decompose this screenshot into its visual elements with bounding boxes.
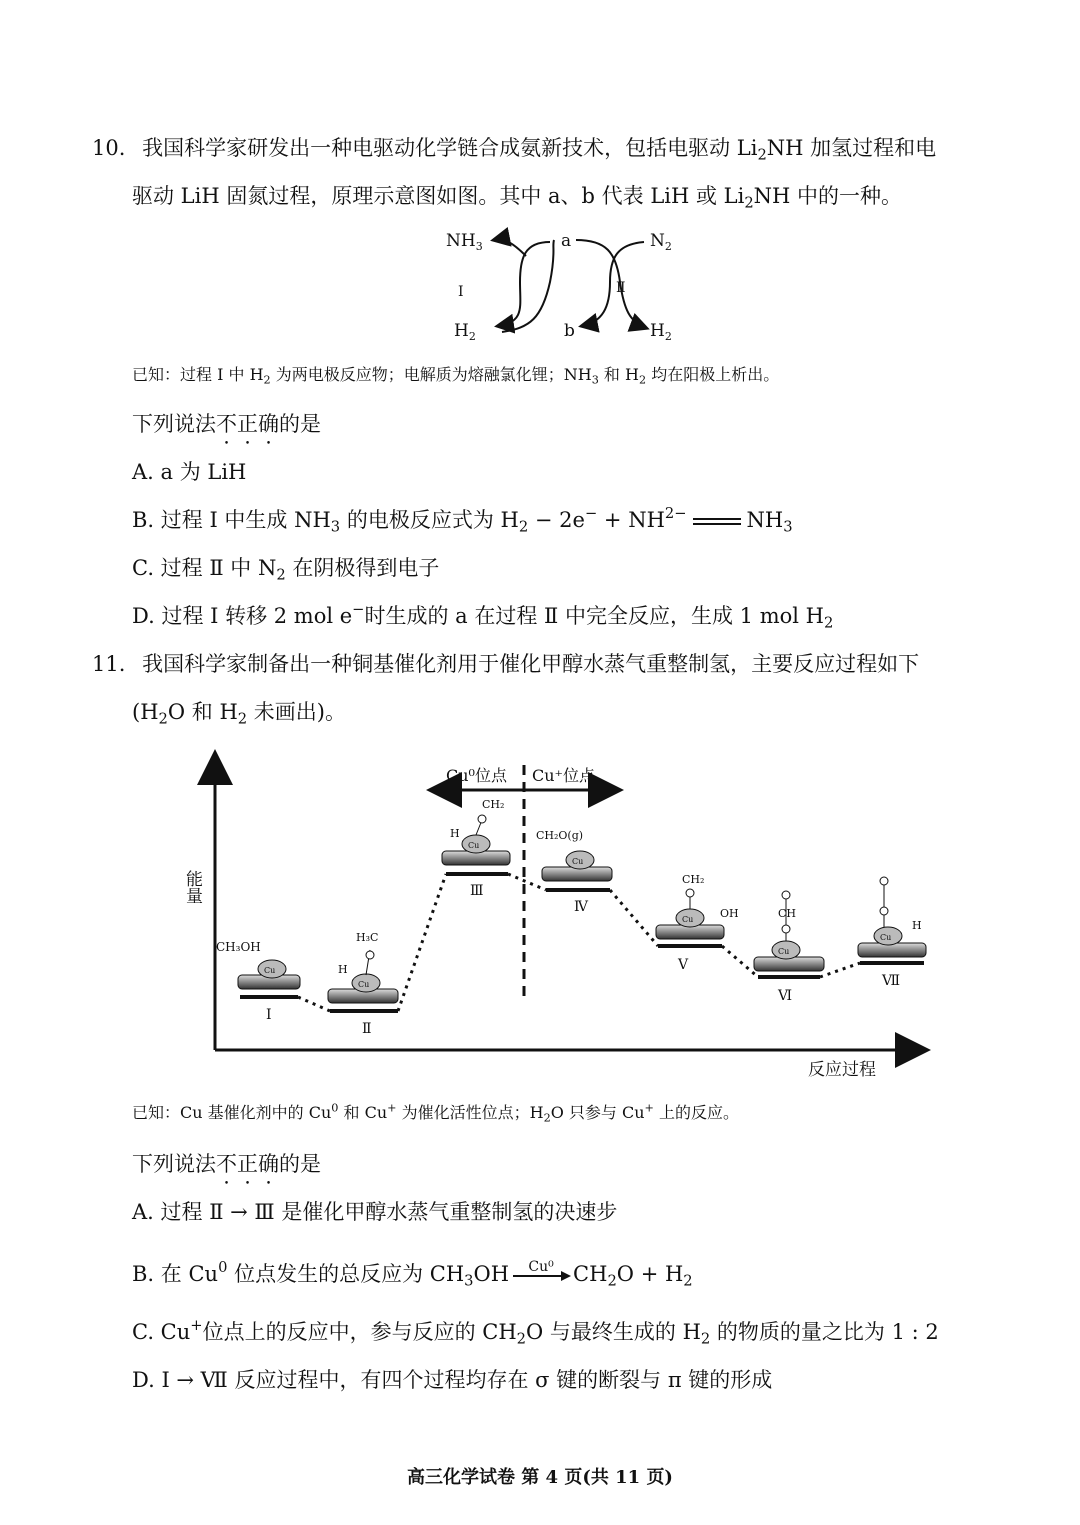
q10-h2-right-label: $H_2$ (650, 321, 672, 343)
svg-text:Ⅳ: Ⅳ (574, 899, 588, 915)
svg-text:H: H (912, 919, 922, 932)
svg-text:Cu: Cu (880, 933, 892, 942)
q11-stem-line1: 11. 我国科学家制备出一种铜基催化剂用于催化甲醇水蒸气重整制氢，主要反应过程如下 (92, 652, 920, 676)
svg-text:Ⅵ: Ⅵ (778, 988, 793, 1004)
page-footer: 高三化学试卷 第 4 页(共 11 页) (407, 1467, 673, 1488)
stage-6 (754, 891, 824, 1004)
svg-text:Cu: Cu (778, 947, 790, 956)
q10-prompt: 下列说法不正确的是 (132, 412, 321, 436)
q10-cycle2-right-arrow (576, 240, 646, 328)
x-axis-label: 反应过程 (808, 1060, 876, 1080)
q11-prompt: 下列说法不正确的是 (132, 1152, 321, 1176)
svg-text:CH₂O(g): CH₂O(g) (536, 829, 584, 842)
svg-text:Cu: Cu (572, 857, 584, 866)
q10-stem-line1: 10. 我国科学家研发出一种电驱动化学链合成氨新技术，包括电驱动 $Li_2NH$ 加氢过程和电 (92, 136, 937, 164)
q10-option-b[interactable]: B. 过程 Ⅰ 中生成 $NH_3$ 的电极反应式为 $H_2 - 2e^- + NH^{2-}$ $NH_3$ (132, 505, 793, 536)
svg-text:Cu: Cu (264, 966, 276, 975)
svg-text:H: H (450, 827, 460, 840)
svg-text:Cu: Cu (682, 915, 694, 924)
q10-known-conditions: 已知：过程 Ⅰ 中 $H_2$ 为两电极反应物；电解质为熔融氯化锂；$NH_3$ 和 $H_2$ 均在阳极上析出。 (132, 365, 780, 387)
q11-known-conditions: 已知：Cu 基催化剂中的 Cu$^0$ 和 Cu+ 为催化活性位点；$H_2O$ 只参与 Cu+ 上的反应。 (132, 1101, 739, 1125)
svg-text:Ⅶ: Ⅶ (882, 973, 901, 989)
q10-stem-line2: 驱动 LiH 固氮过程，原理示意图如图。其中 a、b 代表 LiH 或 $Li_2NH$ 中的一种。 (132, 184, 903, 212)
q10-h2-left-label: $H_2$ (454, 321, 476, 343)
stage-1 (216, 940, 300, 1023)
q10-option-d[interactable]: D. 过程 Ⅰ 转移 2 mol e−时生成的 a 在过程 Ⅱ 中完全反应，生成 1 mol $H_2$ (132, 601, 834, 632)
q11-option-b[interactable]: B. 在 Cu$^0$ 位点发生的总反应为 $CH_3OH$ Cu⁰ $CH_2O + H_2$ (132, 1258, 693, 1290)
svg-text:Ⅰ: Ⅰ (266, 1007, 272, 1023)
stage-5 (656, 873, 739, 973)
svg-text:CH₃OH: CH₃OH (216, 940, 261, 954)
q11-option-d[interactable]: D. Ⅰ → Ⅶ 反应过程中，有四个过程均存在 σ 键的断裂与 π 键的形成 (132, 1368, 773, 1392)
equals-sign (693, 518, 741, 525)
q11-option-a[interactable]: A. 过程 Ⅱ → Ⅲ 是催化甲醇水蒸气重整制氢的决速步 (132, 1200, 618, 1224)
q11-stem-line2: ($H_2O$ 和 $H_2$ 未画出)。 (132, 700, 346, 728)
q10-option-c[interactable]: C. 过程 Ⅱ 中 $N_2$ 在阴极得到电子 (132, 556, 440, 584)
q11-option-c[interactable]: C. Cu+位点上的反应中，参与反应的 $CH_2O$ 与最终生成的 $H_2$ 的物质的量之比为 1 : 2 (132, 1317, 939, 1348)
svg-text:CH: CH (778, 907, 797, 920)
q10-option-a[interactable]: A. a 为 LiH (132, 460, 247, 484)
y-axis-label: 能量 (182, 870, 202, 904)
q10-process-2-label: Ⅱ (616, 280, 626, 296)
svg-text:Ⅱ: Ⅱ (362, 1021, 372, 1037)
svg-text:H: H (338, 963, 348, 976)
q10-nh3-label: $NH_3$ (446, 231, 483, 253)
q10-cycle1-right-arrow (502, 240, 554, 332)
svg-text:Ⅴ: Ⅴ (678, 957, 689, 973)
svg-text:Ⅲ: Ⅲ (470, 883, 484, 899)
svg-text:CH₂: CH₂ (482, 798, 505, 811)
stage-4 (536, 829, 612, 915)
svg-text:H₃C: H₃C (356, 931, 379, 944)
q10-cycle2-left-arrow (582, 242, 644, 326)
q10-cycle1-nh3-arrow (494, 240, 526, 256)
stage-7 (858, 877, 926, 989)
svg-text:OH: OH (720, 907, 739, 920)
q11-energy-diagram (170, 745, 940, 1085)
stage-3 (442, 798, 510, 899)
q10-a-label: a (561, 231, 572, 251)
q10-b-label: b (564, 321, 575, 341)
cu0-site-label: Cu⁰位点 (446, 766, 507, 785)
stage-2 (328, 931, 398, 1037)
catalyst-arrow: Cu⁰ (513, 1275, 569, 1277)
svg-text:Cu: Cu (468, 841, 480, 850)
svg-text:Cu: Cu (358, 980, 370, 989)
q10-n2-label: $N_2$ (650, 231, 672, 253)
cu1-site-label: Cu⁺位点 (532, 766, 595, 785)
svg-text:CH₂: CH₂ (682, 873, 705, 886)
q10-process-1-label: Ⅰ (458, 284, 464, 300)
q10-cycle-diagram (430, 222, 690, 347)
